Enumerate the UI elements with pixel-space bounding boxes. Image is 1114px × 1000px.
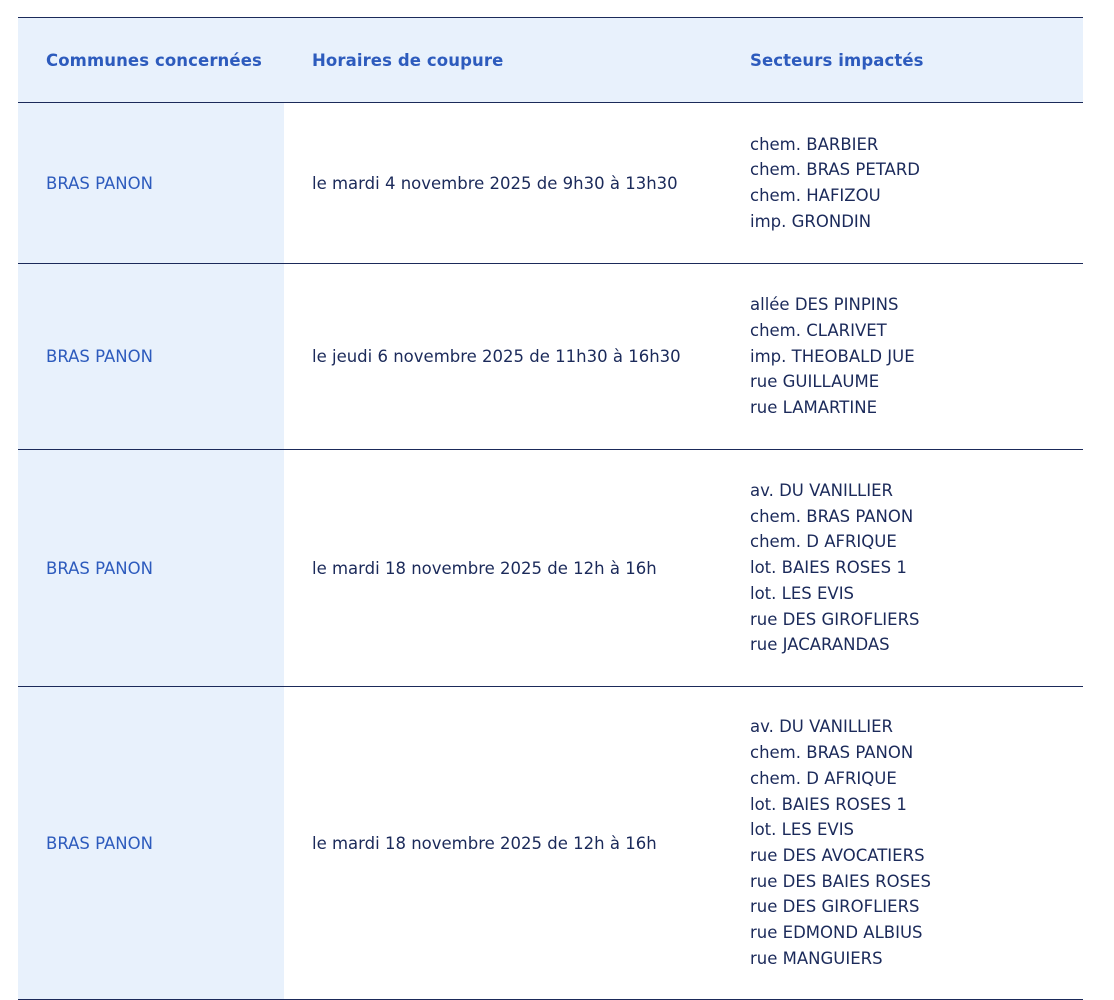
sector-item: rue JACARANDAS <box>750 635 890 655</box>
sectors-cell <box>750 264 915 449</box>
sectors-cell <box>750 687 931 999</box>
table-header <box>18 18 1083 103</box>
outage-table <box>18 17 1083 1000</box>
sectors-cell <box>750 450 920 686</box>
sector-item: chem. BRAS PANON <box>750 506 914 526</box>
commune-cell: BRAS PANON <box>46 558 153 578</box>
time-cell: le mardi 4 novembre 2025 de 9h30 à 13h30 <box>312 173 678 193</box>
sector-item: rue DES GIROFLIERS <box>750 609 920 629</box>
commune-cell: BRAS PANON <box>46 173 153 193</box>
sector-item: lot. BAIES ROSES 1 <box>750 558 907 578</box>
sector-item: lot. LES EVIS <box>750 820 855 840</box>
sector-item: rue EDMOND ALBIUS <box>750 923 923 943</box>
commune-cell: BRAS PANON <box>46 347 153 366</box>
sector-item: rue DES GIROFLIERS <box>750 897 920 917</box>
time-cell: le mardi 18 novembre 2025 de 12h à 16h <box>312 558 657 578</box>
header-secteurs: Secteurs impactés <box>750 50 924 70</box>
sector-item: rue LAMARTINE <box>750 398 877 418</box>
sector-item: rue DES AVOCATIERS <box>750 846 925 865</box>
table-row <box>18 687 1083 1000</box>
header-horaires: Horaires de coupure <box>312 50 504 70</box>
sector-item: allée DES PINPINS <box>750 295 899 315</box>
header-communes: Communes concernées <box>46 50 262 70</box>
sector-item: chem. CLARIVET <box>750 320 887 340</box>
sector-item: lot. BAIES ROSES 1 <box>750 794 907 814</box>
sector-item: imp. GRONDIN <box>750 211 872 231</box>
sector-item: lot. LES EVIS <box>750 583 855 603</box>
commune-cell: BRAS PANON <box>46 833 153 853</box>
sector-item: chem. D AFRIQUE <box>750 768 897 788</box>
sector-item: rue DES BAIES ROSES <box>750 871 931 891</box>
sector-item: chem. D AFRIQUE <box>750 532 897 552</box>
sector-item: av. DU VANILLIER <box>750 717 893 737</box>
sector-item: imp. THEOBALD JUE <box>750 346 915 366</box>
time-cell: le jeudi 6 novembre 2025 de 11h30 à 16h30 <box>312 347 681 366</box>
sector-item: chem. BRAS PETARD <box>750 160 920 180</box>
table-row <box>18 103 1083 264</box>
table-row <box>18 450 1083 687</box>
table-row <box>18 264 1083 450</box>
sector-item: chem. BARBIER <box>750 134 879 154</box>
sector-item: chem. BRAS PANON <box>750 743 914 763</box>
sector-item: av. DU VANILLIER <box>750 481 893 501</box>
sector-item: rue GUILLAUME <box>750 372 880 392</box>
sector-item: rue MANGUIERS <box>750 948 883 968</box>
time-cell: le mardi 18 novembre 2025 de 12h à 16h <box>312 833 657 853</box>
sector-item: chem. HAFIZOU <box>750 186 881 205</box>
sectors-cell <box>750 103 920 263</box>
